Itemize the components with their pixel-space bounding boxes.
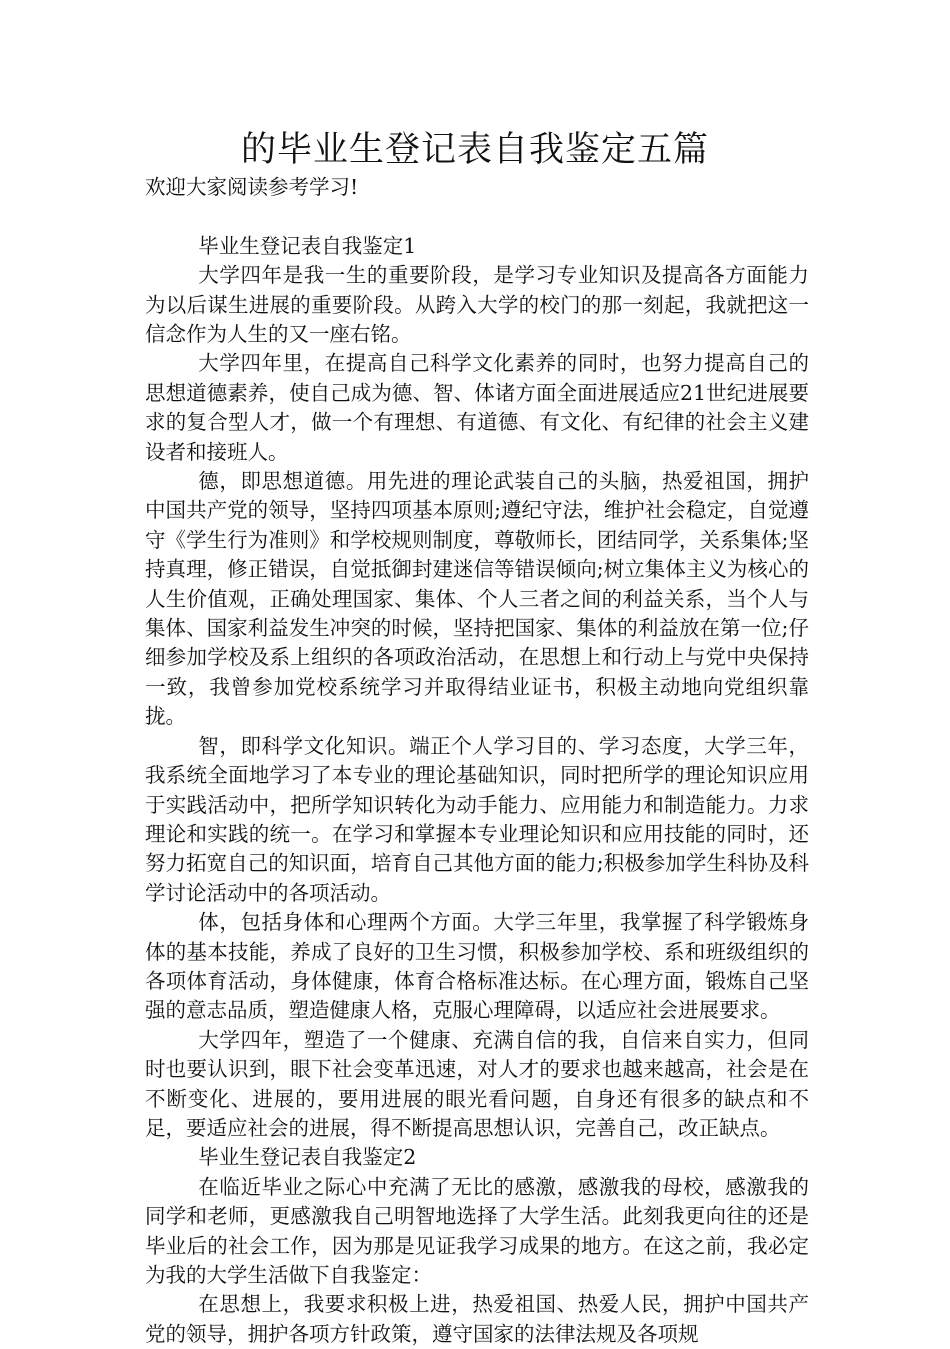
- paragraph: 大学四年，塑造了一个健康、充满自信的我，自信来自实力，但同时也要认识到，眼下社会变革迅速，对人才的要求也越来越高，社会是在不断变化、进展的，要用进展的眼光看问题，自身还有很多的缺点和不足，要适应社会的进展，得不断提高思想认识，完善自己，改正缺点。: [145, 1027, 809, 1140]
- intro-text: 欢迎大家阅读参考学习!: [145, 175, 359, 199]
- section-heading: 毕业生登记表自我鉴定1: [198, 233, 417, 258]
- paragraph: 在临近毕业之际心中充满了无比的感激，感激我的母校，感激我的同学和老师，更感激我自己明智地选择了大学生活。此刻我更向往的还是毕业后的社会工作，因为那是见证我学习成果的地方。在这之前，我必定为我的大学生活做下自我鉴定：: [145, 1174, 809, 1288]
- paragraph: 德，即思想道德。用先进的理论武装自己的头脑，热爱祖国，拥护中国共产党的领导，坚持四项基本原则;遵纪守法，维护社会稳定，自觉遵守《学生行为准则》和学校规则制度，尊敬师长，团结同学，关系集体;坚持真理，修正错误，自觉抵御封建迷信等错误倾向;树立集体主义为核心的人生价值观，正确处理国家、集体、个人三者之间的利益关系，当个人与集体、国家利益发生冲突的时候，坚持把国家、集体的利益放在第一位;仔细参加学校及系上组织的各项政治活动，在思想上和行动上与党中央保持一致，我曾参加党校系统学习并取得结业证书，积极主动地向党组织靠拢。: [145, 469, 809, 729]
- section-heading: 毕业生登记表自我鉴定2: [198, 1145, 417, 1170]
- paragraph: 在思想上，我要求积极上进，热爱祖国、热爱人民，拥护中国共产党的领导，拥护各项方针政策，遵守国家的法律法规及各项规: [145, 1292, 809, 1346]
- document-body: [145, 173, 809, 1349]
- paragraph: 体，包括身体和心理两个方面。大学三年里，我掌握了科学锻炼身体的基本技能，养成了良好的卫生习惯，积极参加学校、系和班级组织的各项体育活动，身体健康，体育合格标准达标。在心理方面，锻炼自己坚强的意志品质，塑造健康人格，克服心理障碍，以适应社会进展要求。: [145, 910, 809, 1023]
- document-title: 的毕业生登记表自我鉴定五篇: [240, 130, 709, 170]
- paragraph: 大学四年是我一生的重要阶段，是学习专业知识及提高各方面能力为以后谋生进展的重要阶段。从跨入大学的校门的那一刻起，我就把这一信念作为人生的又一座右铭。: [145, 263, 809, 347]
- paragraph: 大学四年里，在提高自己科学文化素养的同时，也努力提高自己的思想道德素养，使自己成为德、智、体诸方面全面进展适应21世纪进展要求的复合型人才，做一个有理想、有道德、有文化、有纪律的社会主义建设者和接班人。: [145, 351, 809, 464]
- blank-line: [145, 202, 809, 231]
- paragraph: 智，即科学文化知识。端正个人学习目的、学习态度，大学三年，我系统全面地学习了本专业的理论基础知识，同时把所学的理论知识应用于实践活动中，把所学知识转化为动手能力、应用能力和制造能力。力求理论和实践的统一。在学习和掌握本专业理论知识和应用技能的同时，还努力拓宽自己的知识面，培育自己其他方面的能力;积极参加学生科协及科学讨论活动中的各项活动。: [145, 733, 809, 905]
